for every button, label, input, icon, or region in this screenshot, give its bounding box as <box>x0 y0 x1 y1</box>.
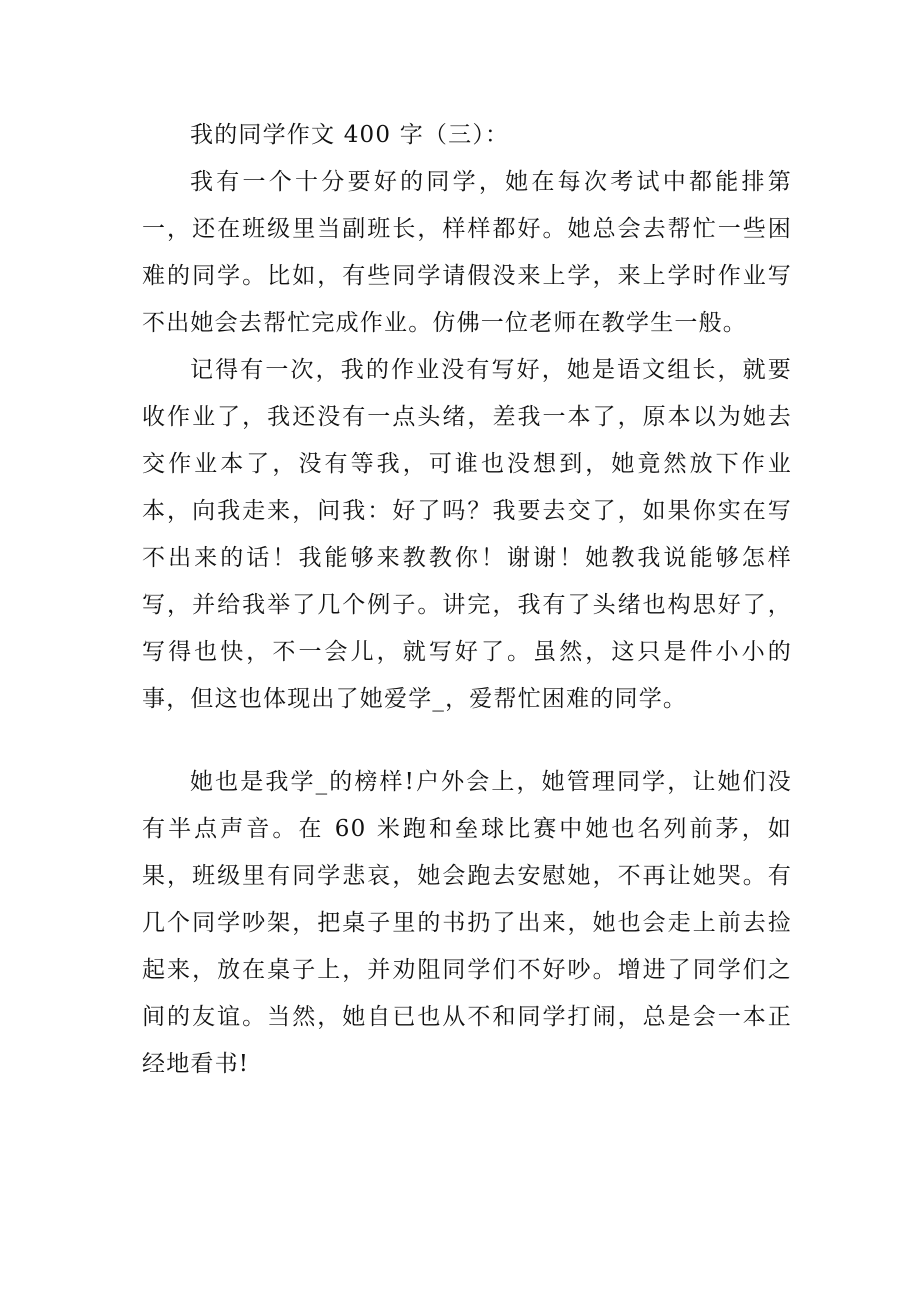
paragraph-3: 她也是我学_的榜样!户外会上，她管理同学，让她们没有半点声音。在 60 米跑和垒球比赛中她也名列前茅，如果，班级里有同学悲哀，她会跑去安慰她，不再让她哭。有几个同学吵架，把桌子里的书扔了出来，她也会走上前去捡起来，放在桌子上，并劝阻同学们不好吵。增进了同学们之间的友谊。当然，她自已也从不和同学打闹，总是会一本正经地看书! <box>142 769 792 1077</box>
essay-title: 我的同学作文 400 字（三）： <box>190 122 510 148</box>
paragraph-1: 我有一个十分要好的同学，她在每次考试中都能排第一，还在班级里当副班长，样样都好。她总会去帮忙一些困难的同学。比如，有些同学请假没来上学，来上学时作业写不出她会去帮忙完成作业。仿佛一位老师在教学生一般。 <box>142 169 792 336</box>
essay-content <box>142 112 792 1088</box>
paragraph-2: 记得有一次，我的作业没有写好，她是语文组长，就要收作业了，我还没有一点头绪，差我一本了，原本以为她去交作业本了，没有等我，可谁也没想到，她竟然放下作业本，向我走来，问我：好了吗？我要去交了，如果你实在写不出来的话！我能够来教教你！谢谢！她教我说能够怎样写，并给我举了几个例子。讲完，我有了头绪也构思好了，写得也快，不一会儿，就写好了。虽然，这只是件小小的事，但这也体现出了她爱学_，爱帮忙困难的同学。 <box>142 357 792 712</box>
